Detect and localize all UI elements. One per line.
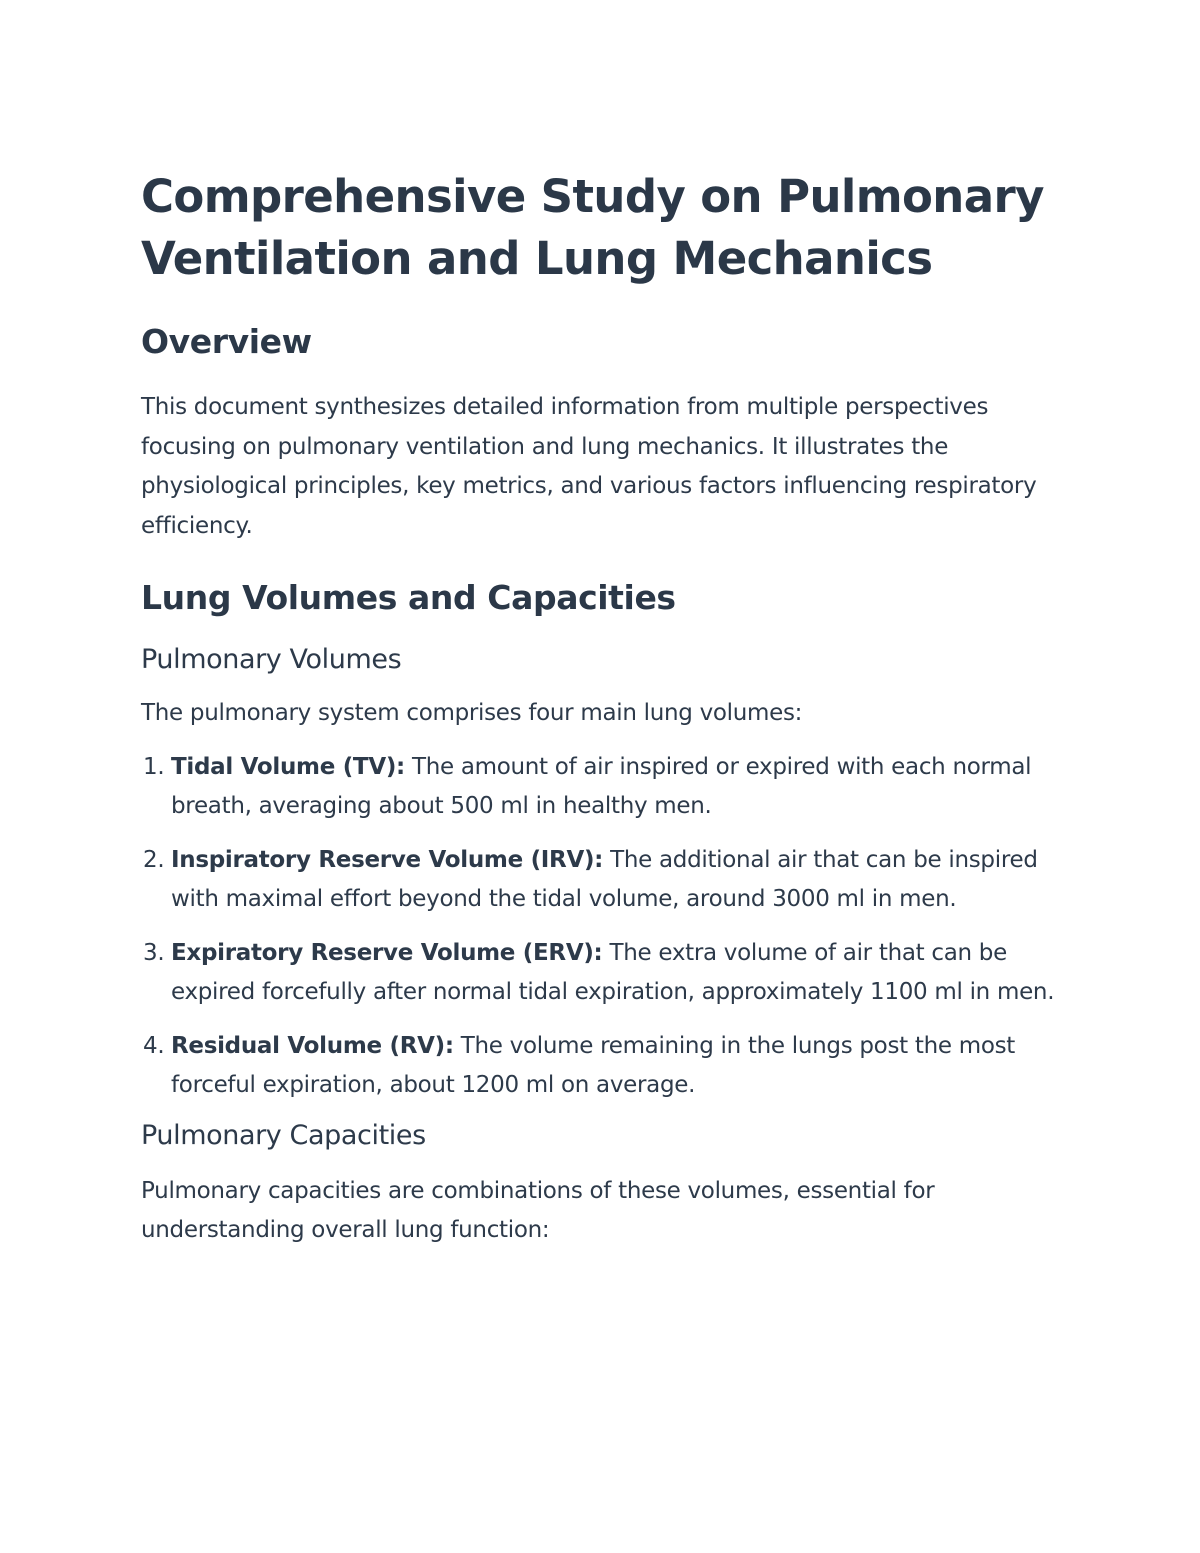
list-item-tidal-volume bbox=[141, 748, 1071, 827]
list-item-text: The volume remaining in the lungs post the most forceful expiration, about 1200 ml on average. bbox=[171, 1032, 1016, 1098]
overview-paragraph: This document synthesizes detailed information from multiple perspectives focusing on pulmonary ventilation and lung mechanics. It illustrates the physiological principles, key metrics, and various factors influencing respiratory efficiency. bbox=[141, 394, 1037, 539]
pulmonary-capacities-heading: Pulmonary Capacities bbox=[141, 1119, 426, 1151]
list-item-number: 4. bbox=[143, 1032, 165, 1059]
list-item-term: Tidal Volume (TV): bbox=[171, 753, 405, 780]
list-item-text: The amount of air inspired or expired with each normal breath, averaging about 500 ml in healthy men. bbox=[171, 753, 1032, 819]
lung-volumes-capacities-heading: Lung Volumes and Capacities bbox=[141, 578, 676, 617]
pulmonary-volumes-intro: The pulmonary system comprises four main lung volumes: bbox=[141, 700, 803, 726]
list-item-term: Expiratory Reserve Volume (ERV): bbox=[171, 939, 603, 966]
list-item-text: The additional air that can be inspired with maximal effort beyond the tidal volume, around 3000 ml in men. bbox=[171, 846, 1038, 912]
list-item-term: Residual Volume (RV): bbox=[171, 1032, 454, 1059]
pulmonary-volumes-list bbox=[141, 748, 1071, 1106]
list-item-text: The extra volume of air that can be expired forcefully after normal tidal expiration, approximately 1100 ml in men. bbox=[171, 939, 1055, 1005]
list-item-term: Inspiratory Reserve Volume (IRV): bbox=[171, 846, 604, 873]
list-item-number: 3. bbox=[143, 939, 165, 966]
overview-heading: Overview bbox=[141, 322, 312, 361]
list-item-residual-volume bbox=[141, 1027, 1071, 1106]
list-item-number: 1. bbox=[143, 753, 165, 780]
pulmonary-volumes-heading: Pulmonary Volumes bbox=[141, 644, 402, 675]
list-item-number: 2. bbox=[143, 846, 165, 873]
list-item-inspiratory-reserve-volume bbox=[141, 841, 1071, 920]
pulmonary-capacities-intro: Pulmonary capacities are combinations of these volumes, essential for understanding overall lung function: bbox=[141, 1177, 935, 1243]
document-page bbox=[141, 166, 1071, 1251]
document-title: Comprehensive Study on Pulmonary Ventilation and Lung Mechanics bbox=[141, 170, 1044, 285]
list-item-expiratory-reserve-volume bbox=[141, 934, 1071, 1013]
